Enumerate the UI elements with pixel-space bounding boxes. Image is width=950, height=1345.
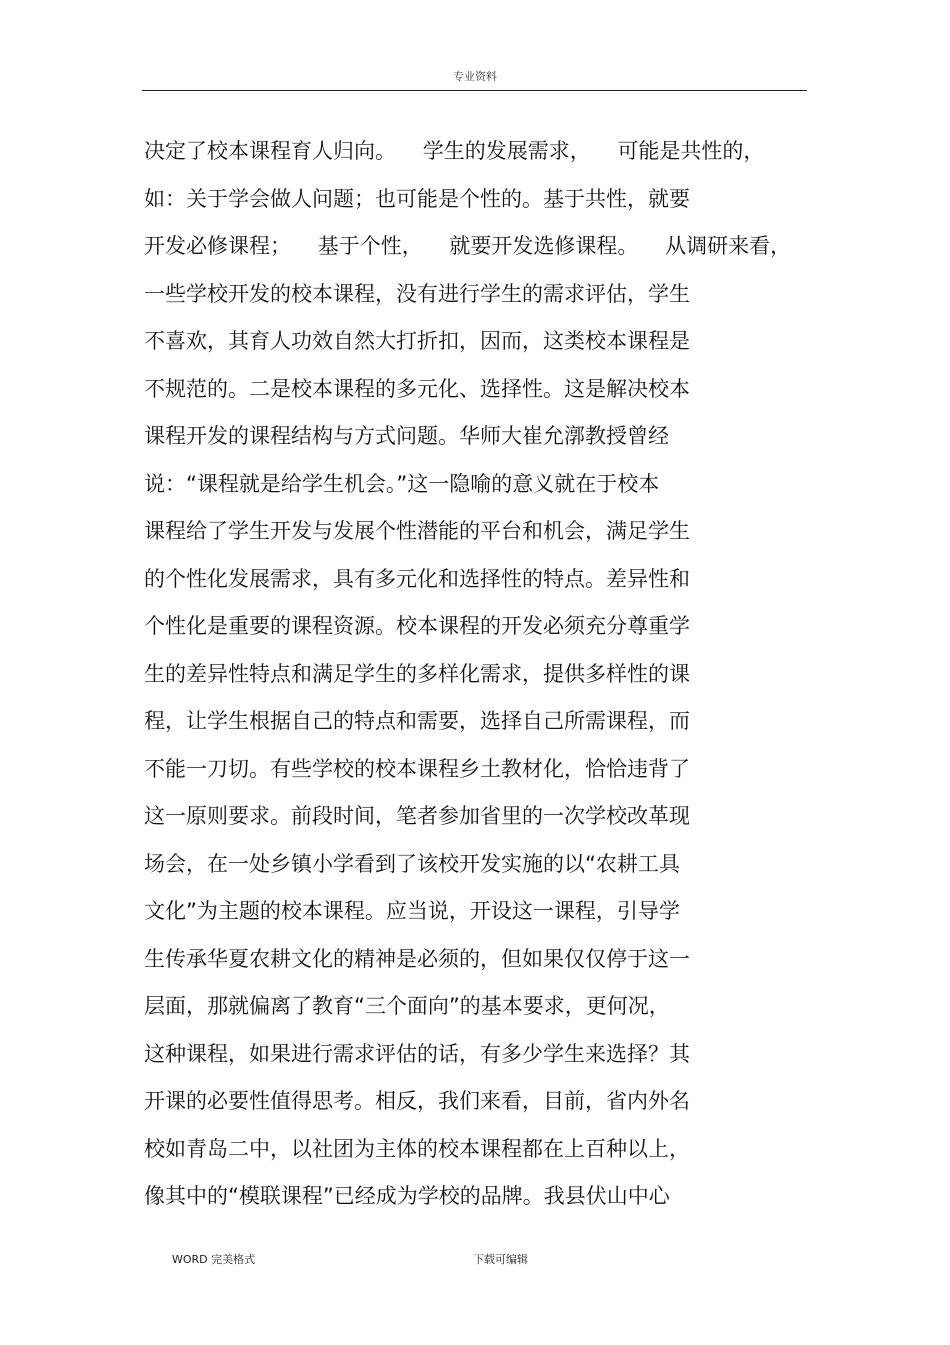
text-line: 这种课程，如果进行需求评估的话，有多少学生来选择？其 <box>144 1041 690 1066</box>
document-body <box>144 128 804 1221</box>
footer-format-label: WORD 完美格式 <box>172 1253 256 1266</box>
text-line: 程，让学生根据自己的特点和需要，选择自己所需课程，而 <box>144 709 690 733</box>
text-line: 说：“课程就是给学生机会。”这一隐喻的意义就在于校本 <box>144 471 660 496</box>
text-line: 不规范的。二是校本课程的多元化、选择性。这是解决校本 <box>144 376 690 401</box>
text-line: 个性化是重要的课程资源。校本课程的开发必须充分尊重学 <box>144 614 690 638</box>
text-line: 这一原则要求。前段时间，笔者参加省里的一次学校改革现 <box>144 804 690 828</box>
text-line: 开课的必要性值得思考。相反，我们来看，目前，省内外名 <box>144 1089 690 1113</box>
text-line: 一些学校开发的校本课程，没有进行学生的需求评估，学生 <box>144 281 690 306</box>
text-line: 决定了校本课程育人归向。 学生的发展需求， 可能是共性的， <box>144 139 765 163</box>
text-line: 开发必修课程； 基于个性， 就要开发选修课程。 从调研来看， <box>144 234 792 258</box>
header-divider <box>142 90 807 91</box>
text-line: 如：关于学会做人问题；也可能是个性的。基于共性，就要 <box>144 186 690 211</box>
text-line: 的个性化发展需求，具有多元化和选择性的特点。差异性和 <box>144 566 690 591</box>
text-line: 生的差异性特点和满足学生的多样化需求，提供多样性的课 <box>144 661 690 686</box>
text-line: 文化”为主题的校本课程。应当说，开设这一课程，引导学 <box>144 899 680 923</box>
text-line: 生传承华夏农耕文化的精神是必须的，但如果仅仅停于这一 <box>144 946 690 971</box>
text-line: 像其中的“模联课程”已经成为学校的品牌。我县伏山中心 <box>144 1184 670 1208</box>
text-line: 场会，在一处乡镇小学看到了该校开发实施的以“农耕工具 <box>144 851 680 876</box>
text-line: 不能一刀切。有些学校的校本课程乡土教材化，恰恰违背了 <box>144 756 690 781</box>
page-header-label: 专业资料 <box>453 70 497 83</box>
text-line: 层面，那就偏离了教育“三个面向”的基本要求，更何况， <box>144 994 670 1018</box>
footer-download-label: 下载可编辑 <box>473 1253 528 1266</box>
text-line: 课程给了学生开发与发展个性潜能的平台和机会，满足学生 <box>144 519 690 543</box>
text-line: 课程开发的课程结构与方式问题。华师大崔允漷教授曾经 <box>144 424 669 448</box>
text-line: 校如青岛二中，以社团为主体的校本课程都在上百种以上， <box>144 1136 690 1161</box>
text-line: 不喜欢，其育人功效自然大打折扣，因而，这类校本课程是 <box>144 329 690 353</box>
